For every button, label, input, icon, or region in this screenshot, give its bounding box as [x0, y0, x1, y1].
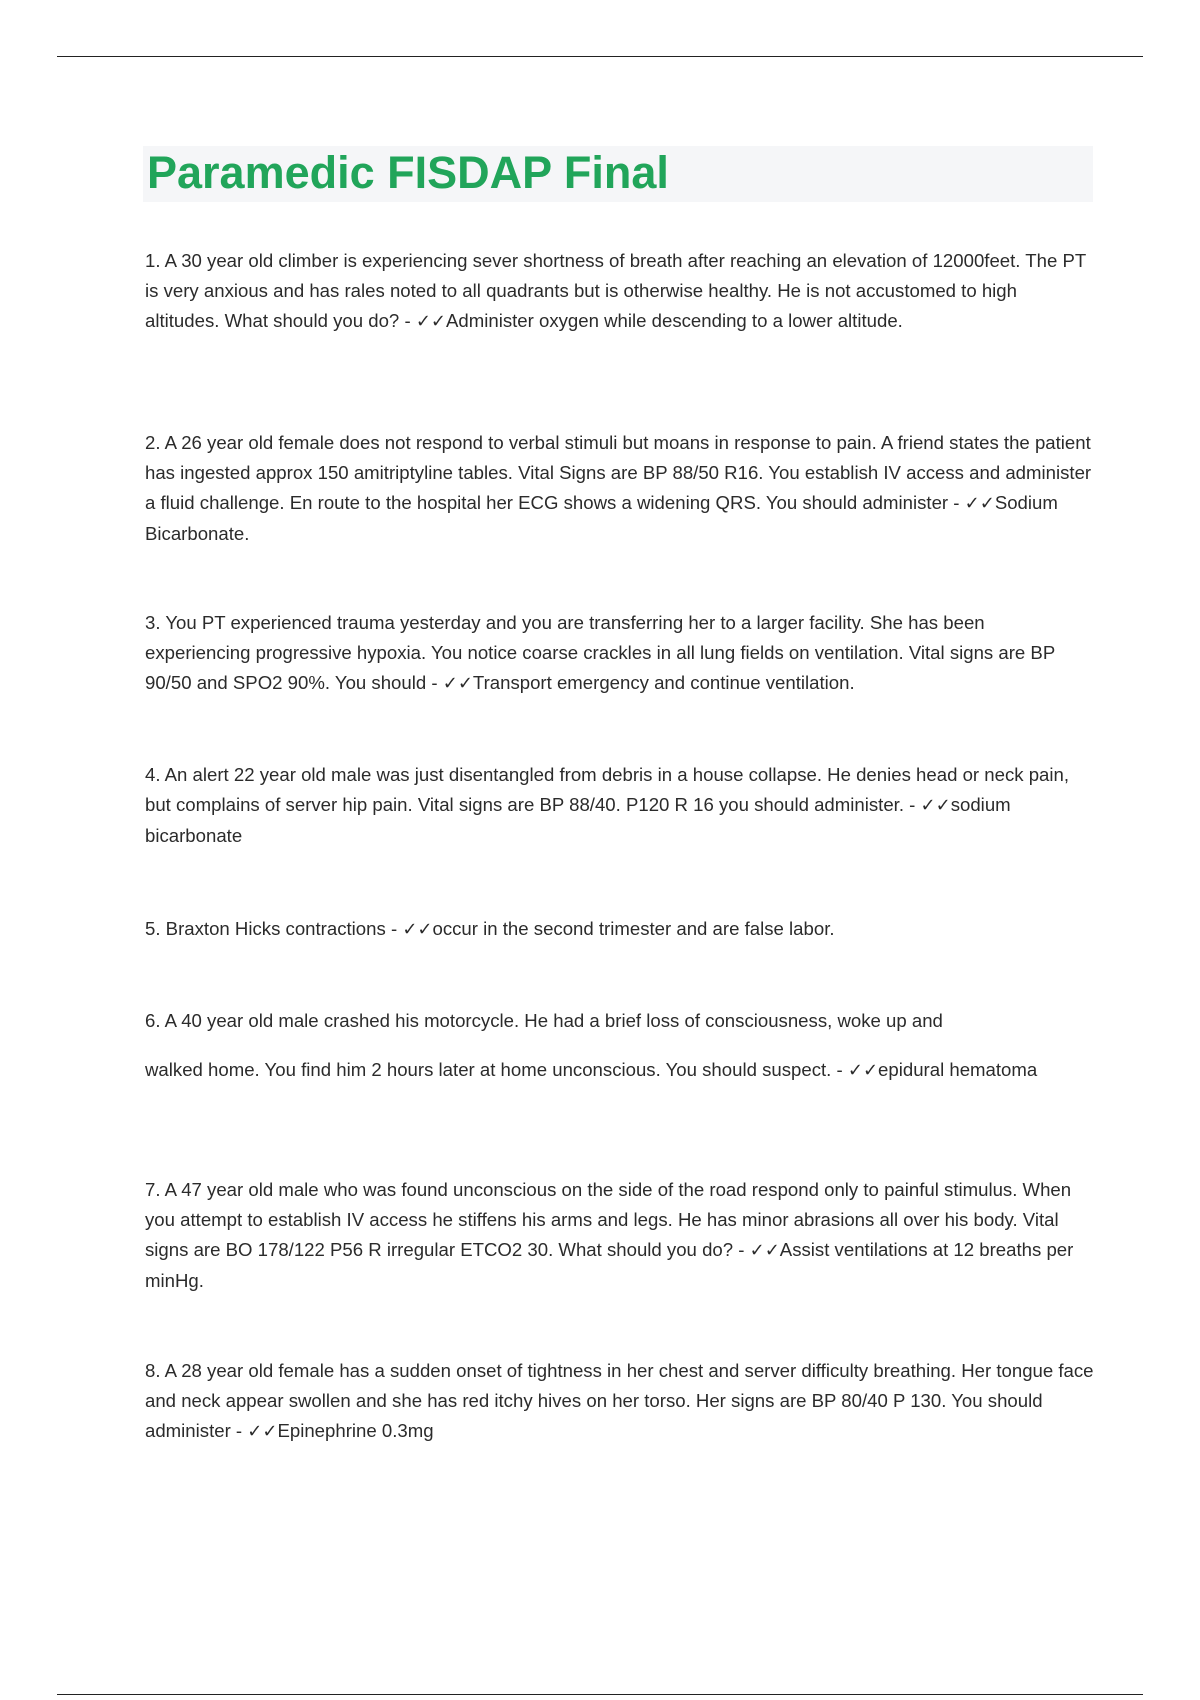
bottom-rule — [57, 1694, 1143, 1695]
question-text: 7. A 47 year old male who was found unconscious on the side of the road respond only to painful stimulus. When you attempt to establish IV access he stiffens his arms and legs. He has minor abrasions all over his body. Vital signs are BO 178/122 P56 R irregular ETCO2 30. What should you do? - — [145, 1179, 1072, 1260]
check-mark-icon: ✓✓ — [247, 1421, 278, 1442]
question-text-line-1: 6. A 40 year old male crashed his motorcycle. He had a brief loss of consciousness, woke up and — [145, 1010, 943, 1031]
qa-item-6 — [145, 1006, 1095, 1086]
answer-text: Assist ventilations at 12 breaths per minHg. — [145, 1239, 1074, 1291]
answer-text: Epinephrine 0.3mg — [277, 1420, 434, 1441]
question-text: 3. You PT experienced trauma yesterday and you are transferring her to a larger facility. She has been experiencing progressive hypoxia. You notice coarse crackles in all lung fields on ventilation. Vital signs are BP 90/50 and SPO2 90%. You should - — [145, 612, 1055, 693]
qa-item-5 — [145, 914, 1095, 945]
question-text: 8. A 28 year old female has a sudden onset of tightness in her chest and server difficulty breathing. Her tongue face and neck appear swollen and she has red itchy hives on her torso. Her signs are BP 80/40 P 130. You should administer - — [145, 1360, 1094, 1441]
qa-item-8 — [145, 1356, 1095, 1447]
check-mark-icon: ✓✓ — [442, 673, 473, 694]
check-mark-icon: ✓✓ — [847, 1060, 879, 1081]
question-text: 2. A 26 year old female does not respond to verbal stimuli but moans in response to pain. A friend states the patient has ingested approx 150 amitriptyline tables. Vital Signs are BP 88/50 R16. You establish IV access and administer a fluid challenge. En route to the hospital her ECG shows a widening QRS. You should administer - — [145, 432, 1092, 513]
question-continuation — [145, 1055, 1095, 1086]
answer-text: Administer oxygen while descending to a lower altitude. — [445, 310, 903, 331]
question-text: 5. Braxton Hicks contractions - — [145, 918, 403, 939]
check-mark-icon: ✓✓ — [920, 795, 951, 816]
answer-text: Sodium Bicarbonate. — [145, 492, 1058, 544]
question-text: 4. An alert 22 year old male was just disentangled from debris in a house collapse. He denies head or neck pain, but complains of server hip pain. Vital signs are BP 88/40. P120 R 16 you should administer. - — [145, 764, 1070, 815]
answer-text: sodium bicarbonate — [145, 794, 1011, 846]
check-mark-icon: ✓✓ — [415, 311, 446, 332]
qa-item-2 — [145, 428, 1095, 549]
top-rule — [57, 56, 1143, 57]
question-text-line-2: walked home. You find him 2 hours later at home unconscious. You should suspect. - — [145, 1059, 848, 1080]
qa-item-1 — [145, 246, 1095, 337]
answer-text: occur in the second trimester and are false labor. — [432, 918, 835, 939]
qa-item-7 — [145, 1175, 1095, 1296]
question-text: 1. A 30 year old climber is experiencing sever shortness of breath after reaching an elevation of 12000feet. The PT is very anxious and has rales noted to all quadrants but is otherwise healthy. He is not accustomed to high altitudes. What should you do? - — [145, 250, 1086, 331]
qa-item-3 — [145, 608, 1095, 699]
check-mark-icon: ✓✓ — [402, 919, 433, 940]
qa-item-4 — [145, 760, 1095, 851]
answer-text: epidural hematoma — [878, 1059, 1038, 1080]
document-title: Paramedic FISDAP Final — [147, 147, 669, 198]
check-mark-icon: ✓✓ — [964, 493, 995, 514]
answer-text: Transport emergency and continue ventilation. — [472, 672, 855, 693]
check-mark-icon: ✓✓ — [749, 1240, 780, 1261]
